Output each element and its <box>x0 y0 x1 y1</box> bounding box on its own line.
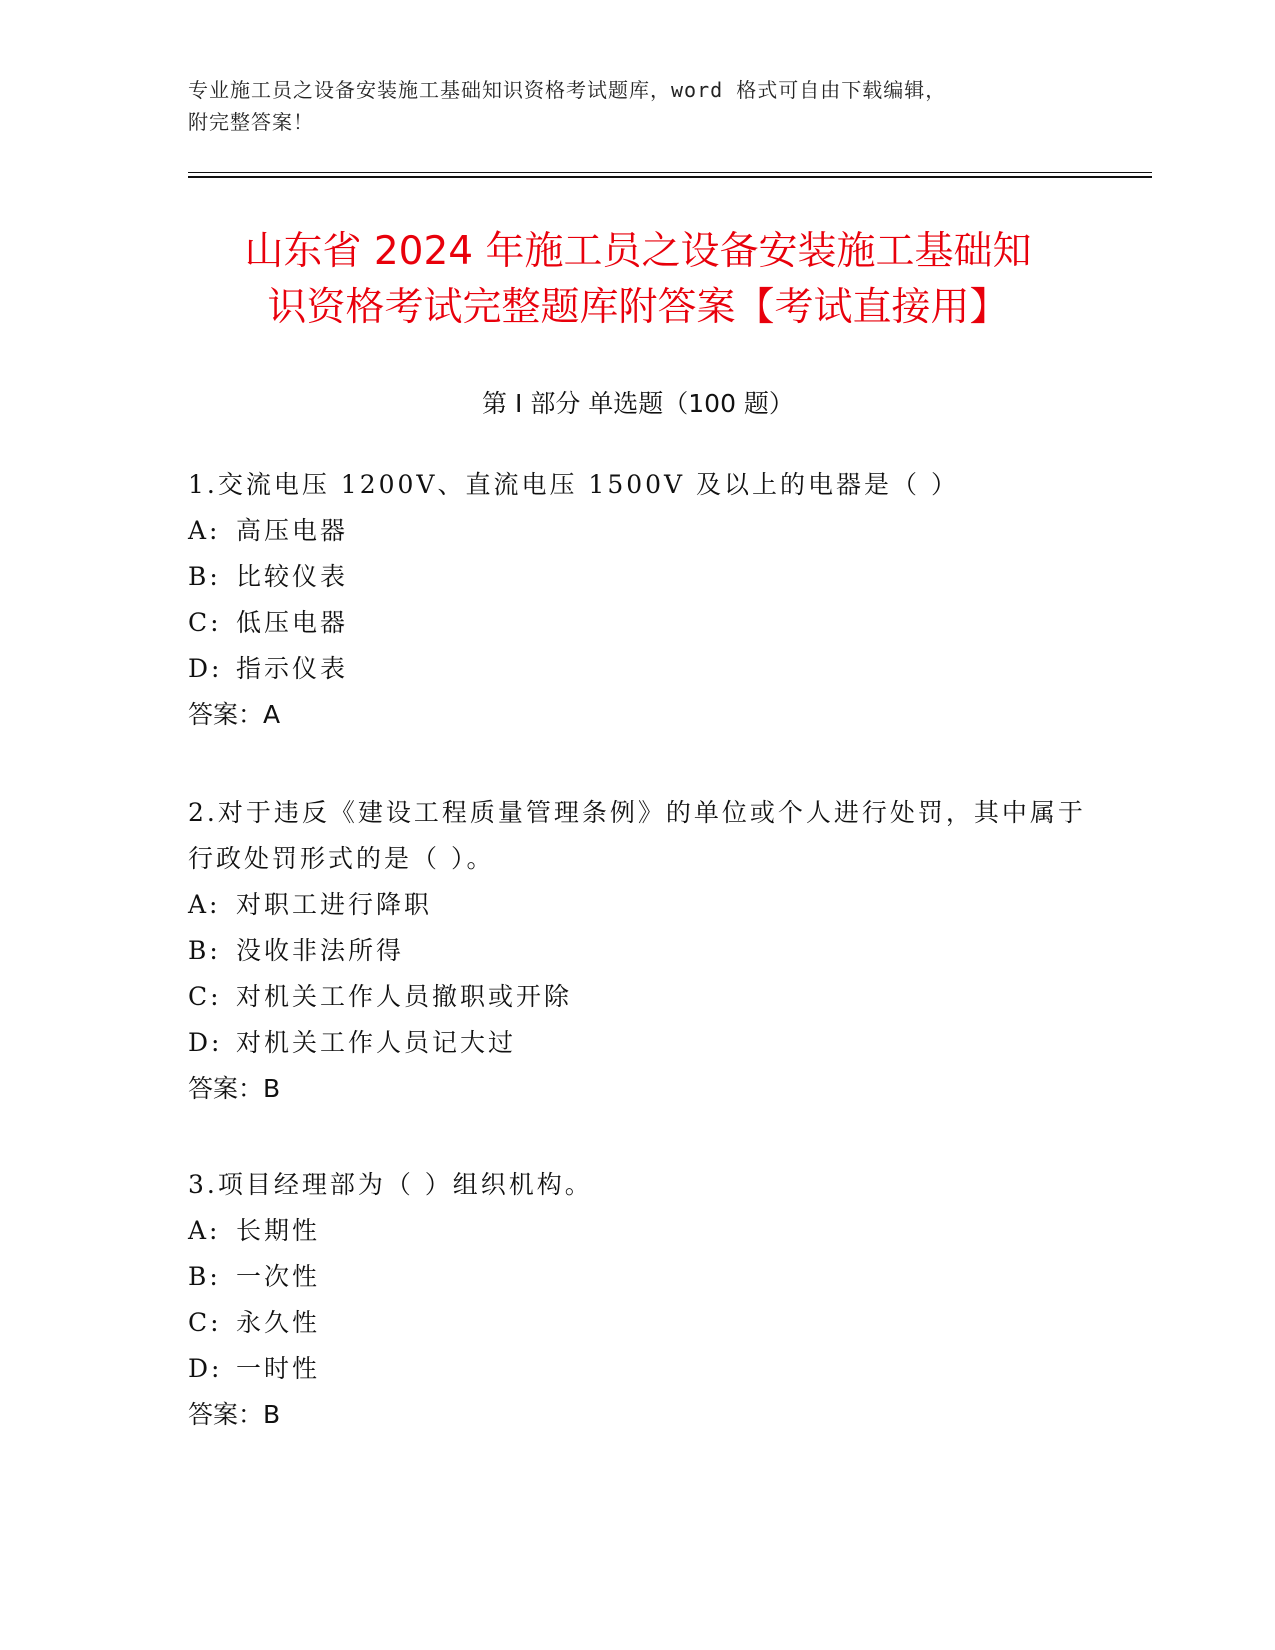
option-key: D: <box>188 1028 223 1057</box>
question-2 <box>188 790 1088 1112</box>
option-a <box>188 1208 1088 1254</box>
option-text: 没收非法所得 <box>236 936 405 965</box>
option-key: A: <box>188 890 221 919</box>
option-text: 比较仪表 <box>236 562 349 591</box>
option-d <box>188 1020 1088 1066</box>
option-key: B: <box>188 562 221 591</box>
option-key: C: <box>188 608 222 637</box>
header-rule-top <box>188 172 1152 173</box>
option-text: 对职工进行降职 <box>236 890 433 919</box>
option-c <box>188 1300 1088 1346</box>
header-note-line-1: 专业施工员之设备安装施工基础知识资格考试题库，word 格式可自由下载编辑， <box>188 78 947 102</box>
option-a <box>188 882 1088 928</box>
option-key: C: <box>188 1308 222 1337</box>
option-key: D: <box>188 1354 223 1383</box>
option-text: 长期性 <box>236 1216 321 1245</box>
header-rule-bottom <box>188 176 1152 178</box>
option-key: C: <box>188 982 222 1011</box>
document-title-line-1: 山东省 2024 年施工员之设备安装施工基础知 <box>244 229 1032 274</box>
option-text: 对机关工作人员记大过 <box>236 1028 517 1057</box>
option-text: 高压电器 <box>236 516 349 545</box>
header-note <box>188 74 1088 138</box>
option-key: B: <box>188 936 221 965</box>
document-title-line-2: 识资格考试完整题库附答案【考试直接用】 <box>267 285 1009 330</box>
option-text: 永久性 <box>236 1308 321 1337</box>
option-key: B: <box>188 1262 221 1291</box>
section-heading: 第 I 部分 单选题（100 题） <box>482 389 794 418</box>
option-b <box>188 928 1088 974</box>
option-d <box>188 646 1088 692</box>
option-text: 一次性 <box>236 1262 321 1291</box>
option-b <box>188 1254 1088 1300</box>
answer-label: 答案：A <box>188 700 281 729</box>
option-text: 指示仪表 <box>236 654 349 683</box>
question-1 <box>188 462 1088 738</box>
option-a <box>188 508 1088 554</box>
option-c <box>188 974 1088 1020</box>
option-key: A: <box>188 516 221 545</box>
option-c <box>188 600 1088 646</box>
question-stem: 3.项目经理部为（ ）组织机构。 <box>188 1170 593 1199</box>
option-b <box>188 554 1088 600</box>
option-d <box>188 1346 1088 1392</box>
option-key: D: <box>188 654 223 683</box>
question-stem: 1.交流电压 1200V、直流电压 1500V 及以上的电器是（ ） <box>188 470 959 499</box>
option-text: 一时性 <box>236 1354 321 1383</box>
document-title <box>188 224 1088 336</box>
question-stem: 2.对于违反《建设工程质量管理条例》的单位或个人进行处罚，其中属于行政处罚形式的是（ ）。 <box>188 798 1086 873</box>
option-text: 对机关工作人员撤职或开除 <box>236 982 573 1011</box>
answer-label: 答案：B <box>188 1074 281 1103</box>
answer-label: 答案：B <box>188 1400 281 1429</box>
header-note-line-2: 附完整答案！ <box>188 110 314 134</box>
question-3 <box>188 1162 1088 1438</box>
option-key: A: <box>188 1216 221 1245</box>
option-text: 低压电器 <box>236 608 349 637</box>
